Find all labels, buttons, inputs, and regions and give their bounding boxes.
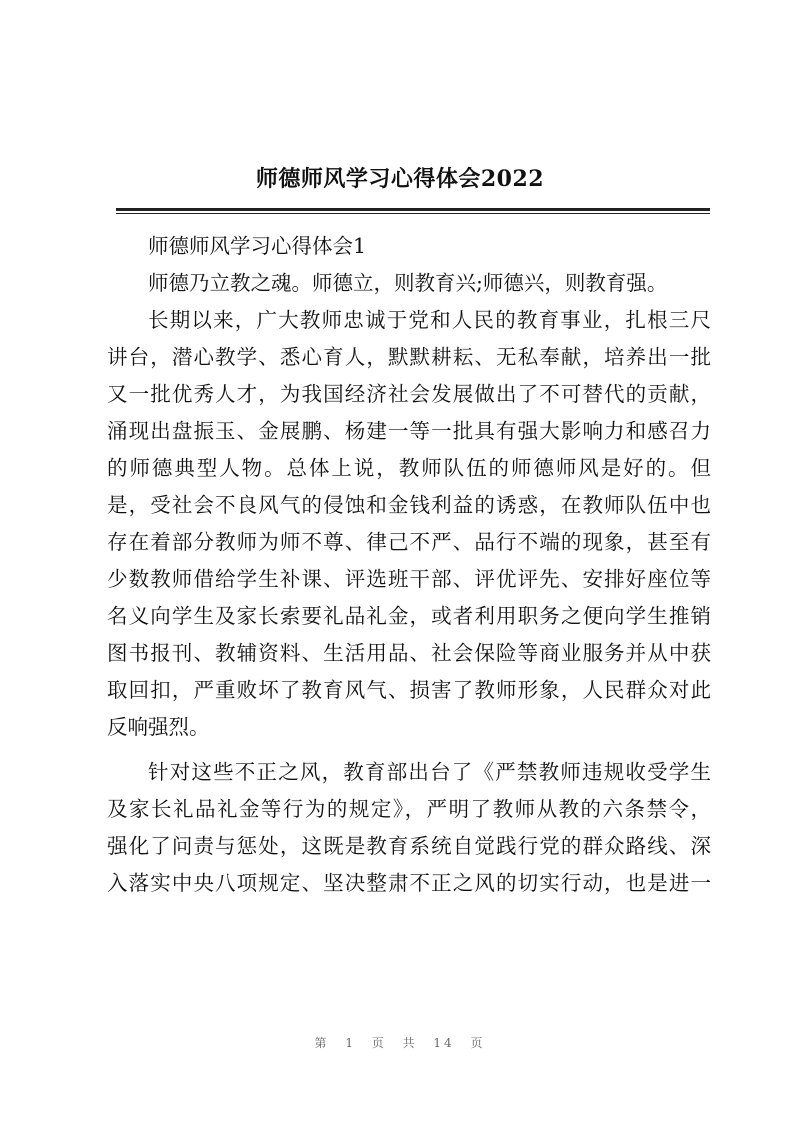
paragraph-line: 是，受社会不良风气的侵蚀和金钱利益的诱惑，在教师队伍中也 bbox=[107, 493, 711, 517]
paragraph-line: 反响强烈。 bbox=[107, 715, 210, 739]
paragraph-line: 讲台，潜心教学、悉心育人，默默耕耘、无私奉献，培养出一批 bbox=[107, 345, 711, 369]
paragraph-line: 少数教师借给学生补课、评选班干部、评优评先、安排好座位等 bbox=[107, 567, 711, 591]
paragraph-2 bbox=[107, 302, 711, 746]
section-heading: 师德师风学习心得体会1 bbox=[148, 234, 367, 258]
page-footer: 第 1 页 共 14 页 bbox=[314, 1036, 486, 1050]
paragraph-line: 存在着部分教师为师不尊、律己不严、品行不端的现象，甚至有 bbox=[107, 530, 711, 554]
paragraph-line: 取回扣，严重败坏了教育风气、损害了教师形象，人民群众对此 bbox=[107, 678, 711, 702]
paragraph-line: 入落实中央八项规定、坚决整肃不正之风的切实行动，也是进一 bbox=[107, 871, 711, 895]
paragraph-line: 及家长礼品礼金等行为的规定》，严明了教师从教的六条禁令， bbox=[107, 797, 711, 821]
title-divider bbox=[116, 208, 710, 211]
document-title: 师德师风学习心得体会2022 bbox=[255, 166, 545, 192]
paragraph-line: 名义向学生及家长索要礼品礼金，或者利用职务之便向学生推销 bbox=[107, 604, 711, 628]
title-divider-thin bbox=[116, 213, 710, 214]
paragraph-line: 又一批优秀人才，为我国经济社会发展做出了不可替代的贡献， bbox=[107, 382, 711, 406]
paragraph-line: 的师德典型人物。总体上说，教师队伍的师德师风是好的。但 bbox=[107, 456, 711, 480]
paragraph-1: 师德乃立教之魂。师德立，则教育兴;师德兴，则教育强。 bbox=[148, 271, 668, 295]
paragraph-3 bbox=[107, 754, 711, 902]
paragraph-line: 长期以来，广大教师忠诚于党和人民的教育事业，扎根三尺 bbox=[148, 308, 711, 332]
paragraph-line: 针对这些不正之风，教育部出台了《严禁教师违规收受学生 bbox=[148, 760, 711, 784]
paragraph-line: 涌现出盘振玉、金展鹏、杨建一等一批具有强大影响力和感召力 bbox=[107, 419, 711, 443]
paragraph-line: 强化了问责与惩处，这既是教育系统自觉践行党的群众路线、深 bbox=[107, 834, 711, 858]
paragraph-line: 图书报刊、教辅资料、生活用品、社会保险等商业服务并从中获 bbox=[107, 641, 711, 665]
document-body bbox=[107, 228, 711, 902]
